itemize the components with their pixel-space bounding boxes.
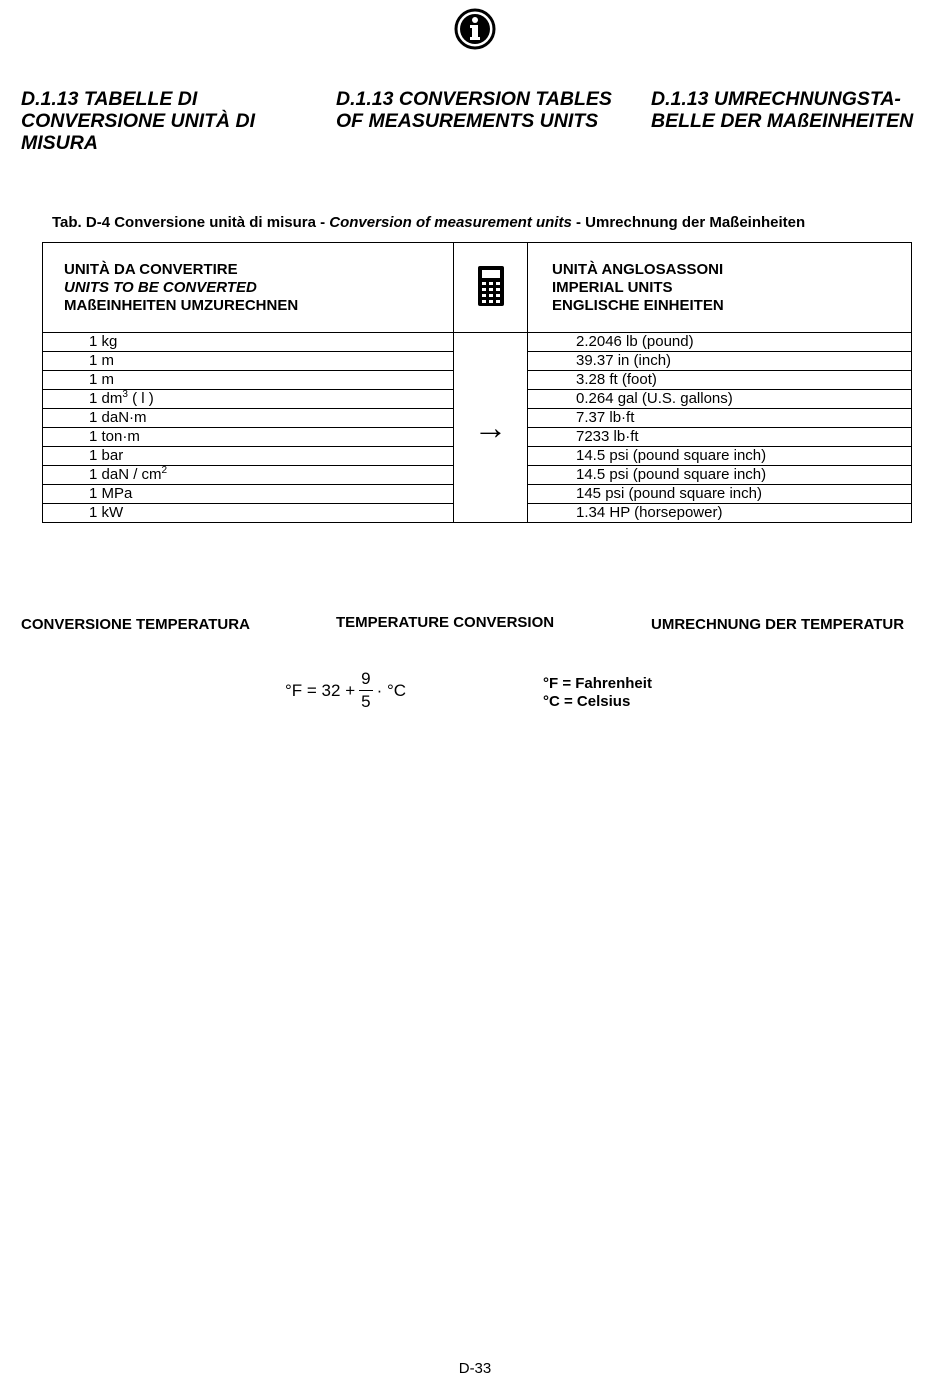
- from-unit: 1 daN·m: [43, 409, 454, 428]
- from-unit: 1 kg: [43, 333, 454, 352]
- temperature-heading-it: CONVERSIONE TEMPERATURA: [21, 616, 250, 633]
- fraction-numerator: 9: [359, 668, 372, 691]
- from-unit-base: 1 dm: [89, 390, 123, 407]
- table-header-row: [43, 243, 912, 333]
- to-unit: 3.28 ft (foot): [528, 371, 912, 390]
- right-header-de: ENGLISCHE EINHEITEN: [552, 296, 724, 314]
- arrow-right-icon: →: [473, 408, 508, 447]
- to-unit: 145 psi (pound square inch): [528, 485, 912, 504]
- from-unit-exponent: 2: [161, 465, 168, 476]
- temperature-heading-de: UMRECHNUNG DER TEMPERATUR: [651, 616, 905, 633]
- left-header-it: UNITÀ DA CONVERTIRE: [64, 260, 238, 278]
- left-header-en: UNITS TO BE CONVERTED: [64, 278, 257, 296]
- fraction-denominator: 5: [361, 692, 371, 711]
- heading-english: D.1.13 CONVERSION TABLES OF MEASUREMENTS UNITS: [336, 88, 612, 132]
- caption-english: Conversion of measurement units: [329, 214, 572, 231]
- right-header-en: IMPERIAL UNITS: [552, 278, 673, 296]
- formula-fraction: [359, 668, 372, 713]
- from-unit: 1 MPa: [43, 485, 454, 504]
- from-unit: 1 ton·m: [43, 428, 454, 447]
- conversion-table: [42, 242, 912, 523]
- temperature-legend: [543, 675, 652, 711]
- to-unit: 1.34 HP (horsepower): [528, 504, 912, 523]
- info-icon: [454, 8, 496, 50]
- table-row: [43, 333, 912, 352]
- formula-lhs: °F = 32 +: [285, 680, 356, 700]
- right-header: [528, 243, 912, 333]
- to-unit: 7233 lb·ft: [528, 428, 912, 447]
- legend-fahrenheit: °F = Fahrenheit: [543, 675, 652, 692]
- from-unit: [43, 466, 454, 485]
- heading-german: D.1.13 UMRECHNUNGSTA-BELLE DER MAßEINHEITEN: [651, 88, 914, 132]
- to-unit: 14.5 psi (pound square inch): [528, 447, 912, 466]
- page-number: D-33: [458, 1360, 492, 1377]
- caption-prefix: Tab. D-4 Conversione unità di misura -: [52, 214, 330, 231]
- left-header-de: MAßEINHEITEN UMZURECHNEN: [64, 296, 299, 314]
- formula-rhs: · °C: [376, 680, 407, 700]
- right-header-it: UNITÀ ANGLOSASSONI: [552, 260, 724, 278]
- from-unit: [43, 390, 454, 409]
- temperature-formula: [285, 668, 406, 713]
- from-unit: 1 m: [43, 371, 454, 390]
- arrow-cell: [454, 333, 528, 523]
- from-unit-base: 1 daN / cm: [89, 466, 162, 483]
- from-unit: 1 m: [43, 352, 454, 371]
- from-unit: 1 bar: [43, 447, 454, 466]
- to-unit: 39.37 in (inch): [528, 352, 912, 371]
- left-header: [43, 243, 454, 333]
- to-unit: 7.37 lb·ft: [528, 409, 912, 428]
- table-caption: [52, 214, 805, 231]
- from-unit-tail: ( l ): [127, 390, 154, 407]
- from-unit: 1 kW: [43, 504, 454, 523]
- calculator-icon: [478, 266, 504, 306]
- from-unit-exponent: 3: [122, 389, 128, 400]
- calculator-cell: [454, 243, 528, 333]
- heading-italian: D.1.13 TABELLE DI CONVERSIONE UNITÀ DI MISURA: [21, 88, 256, 154]
- temperature-heading-en: TEMPERATURE CONVERSION: [336, 614, 555, 631]
- to-unit: 14.5 psi (pound square inch): [528, 466, 912, 485]
- to-unit: 2.2046 lb (pound): [528, 333, 912, 352]
- legend-celsius: °C = Celsius: [543, 693, 631, 710]
- caption-suffix: - Umrechnung der Maßeinheiten: [571, 214, 806, 231]
- to-unit: 0.264 gal (U.S. gallons): [528, 390, 912, 409]
